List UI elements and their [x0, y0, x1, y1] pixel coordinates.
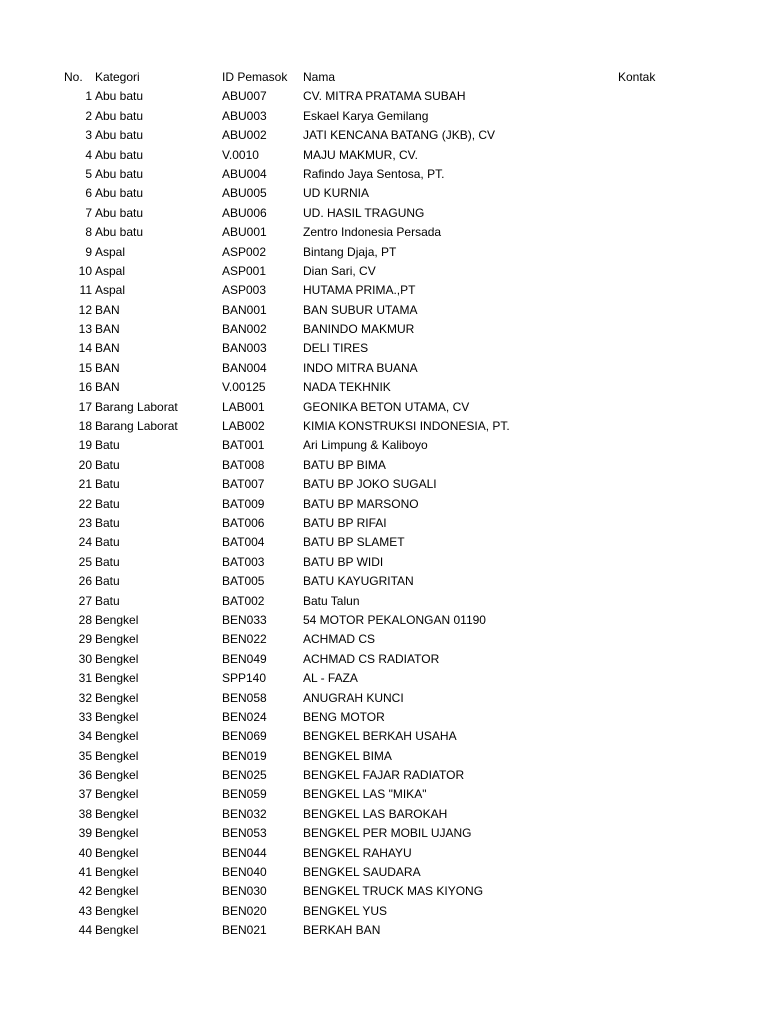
row-nama: BENGKEL TRUCK MAS KIYONG [303, 884, 484, 899]
row-nama: BERKAH BAN [303, 923, 381, 938]
row-nama: BENGKEL LAS BAROKAH [303, 806, 448, 821]
row-kategori: Abu batu [95, 89, 144, 104]
row-kategori: Bengkel [95, 865, 139, 880]
table-row [0, 669, 768, 688]
row-nama: ACHMAD CS [303, 632, 376, 647]
row-id-pemasok: ABU007 [222, 89, 267, 104]
row-kategori: Abu batu [95, 147, 144, 162]
row-no: 20 [78, 457, 92, 472]
row-no: 18 [78, 419, 92, 434]
row-no: 17 [78, 399, 92, 414]
row-nama: Bintang Djaja, PT [303, 244, 397, 259]
row-nama: BANINDO MAKMUR [303, 322, 415, 337]
row-nama: AL - FAZA [303, 671, 358, 686]
table-row [0, 708, 768, 727]
row-nama: UD KURNIA [303, 186, 370, 201]
table-row [0, 146, 768, 165]
row-id-pemasok: BAT005 [222, 574, 265, 589]
row-no: 10 [78, 263, 92, 278]
row-id-pemasok: BAT008 [222, 457, 265, 472]
row-nama: Batu Talun [303, 593, 360, 608]
row-no: 8 [85, 225, 92, 240]
row-no: 21 [78, 477, 92, 492]
row-kategori: Abu batu [95, 108, 144, 123]
row-no: 41 [78, 865, 92, 880]
row-id-pemasok: BEN021 [222, 923, 267, 938]
row-id-pemasok: BEN024 [222, 709, 267, 724]
table-row [0, 630, 768, 649]
row-kategori: Batu [95, 457, 120, 472]
row-id-pemasok: V.0010 [222, 147, 259, 162]
row-no: 5 [85, 166, 92, 181]
row-nama: BENGKEL FAJAR RADIATOR [303, 768, 465, 783]
row-nama: BATU BP JOKO SUGALI [303, 477, 437, 492]
row-kategori: Bengkel [95, 709, 139, 724]
row-nama: BENGKEL BIMA [303, 748, 392, 763]
row-kategori: Abu batu [95, 225, 144, 240]
row-no: 16 [78, 380, 92, 395]
row-no: 11 [79, 283, 92, 298]
row-no: 27 [78, 593, 92, 608]
row-kategori: Bengkel [95, 903, 139, 918]
row-kategori: Aspal [95, 263, 126, 278]
row-kategori: Abu batu [95, 205, 144, 220]
table-row [0, 417, 768, 436]
row-nama: BATU BP WIDI [303, 554, 384, 569]
row-id-pemasok: BAT004 [222, 535, 265, 550]
row-no: 35 [78, 748, 92, 763]
row-nama: BENGKEL BERKAH USAHA [303, 729, 457, 744]
table-row [0, 223, 768, 242]
row-no: 37 [78, 787, 92, 802]
table-row [0, 398, 768, 417]
row-id-pemasok: ASP002 [222, 244, 267, 259]
table-row [0, 281, 768, 300]
row-nama: MAJU MAKMUR, CV. [303, 147, 418, 162]
row-no: 44 [78, 923, 92, 938]
row-nama: ANUGRAH KUNCI [303, 690, 404, 705]
table-row [0, 572, 768, 591]
row-nama: DELI TIRES [303, 341, 369, 356]
table-row [0, 456, 768, 475]
table-row [0, 204, 768, 223]
row-no: 34 [78, 729, 92, 744]
row-kategori: Batu [95, 554, 120, 569]
row-nama: Zentro Indonesia Persada [303, 225, 442, 240]
row-id-pemasok: BEN069 [222, 729, 267, 744]
row-id-pemasok: BAT001 [222, 438, 265, 453]
table-row [0, 301, 768, 320]
table-row [0, 184, 768, 203]
row-kategori: BAN [95, 360, 120, 375]
row-kategori: BAN [95, 322, 120, 337]
row-kategori: Bengkel [95, 787, 139, 802]
table-row [0, 902, 768, 921]
row-no: 30 [78, 651, 92, 666]
row-no: 2 [85, 108, 92, 123]
row-nama: Ari Limpung & Kaliboyo [303, 438, 428, 453]
table-row [0, 514, 768, 533]
row-id-pemasok: BEN058 [222, 690, 267, 705]
row-no: 13 [78, 322, 92, 337]
table-row [0, 747, 768, 766]
supplier-table [0, 68, 768, 941]
row-no: 43 [78, 903, 92, 918]
row-id-pemasok: BEN053 [222, 826, 267, 841]
row-kategori: Abu batu [95, 128, 144, 143]
row-id-pemasok: BAN002 [222, 322, 267, 337]
row-kategori: Bengkel [95, 632, 139, 647]
row-kategori: Bengkel [95, 923, 139, 938]
row-kategori: Bengkel [95, 729, 139, 744]
row-nama: BATU BP MARSONO [303, 496, 419, 511]
row-no: 25 [78, 554, 92, 569]
table-row [0, 436, 768, 455]
row-id-pemasok: BEN025 [222, 768, 267, 783]
table-row [0, 844, 768, 863]
row-no: 22 [78, 496, 92, 511]
row-no: 23 [78, 515, 92, 530]
row-kategori: Barang Laborat [95, 419, 178, 434]
row-nama: BAN SUBUR UTAMA [303, 302, 418, 317]
row-no: 9 [85, 244, 92, 259]
row-nama: BATU BP SLAMET [303, 535, 405, 550]
row-id-pemasok: BEN032 [222, 806, 267, 821]
row-nama: ACHMAD CS RADIATOR [303, 651, 440, 666]
row-no: 31 [78, 671, 92, 686]
table-row [0, 378, 768, 397]
row-id-pemasok: ASP003 [222, 283, 267, 298]
row-id-pemasok: BEN049 [222, 651, 267, 666]
row-id-pemasok: BAT006 [222, 515, 265, 530]
row-id-pemasok: ABU004 [222, 166, 267, 181]
row-no: 19 [78, 438, 92, 453]
table-row [0, 689, 768, 708]
row-id-pemasok: BEN040 [222, 865, 267, 880]
row-id-pemasok: BEN020 [222, 903, 267, 918]
row-kategori: Bengkel [95, 768, 139, 783]
row-id-pemasok: BEN033 [222, 612, 267, 627]
header-nama: Nama [303, 70, 336, 84]
table-row [0, 553, 768, 572]
row-kategori: Barang Laborat [95, 399, 178, 414]
table-row [0, 339, 768, 358]
header-kategori: Kategori [95, 70, 140, 84]
row-nama: BENGKEL SAUDARA [303, 865, 421, 880]
table-row [0, 863, 768, 882]
row-kategori: Bengkel [95, 884, 139, 899]
table-row [0, 495, 768, 514]
row-id-pemasok: BAT002 [222, 593, 265, 608]
row-no: 4 [85, 147, 92, 162]
table-row [0, 611, 768, 630]
row-nama: HUTAMA PRIMA.,PT [303, 283, 416, 298]
table-row [0, 243, 768, 262]
row-id-pemasok: ABU003 [222, 108, 267, 123]
row-no: 7 [85, 205, 92, 220]
row-kategori: Aspal [95, 244, 126, 259]
row-no: 28 [78, 612, 92, 627]
row-no: 1 [85, 89, 92, 104]
row-nama: Rafindo Jaya Sentosa, PT. [303, 166, 445, 181]
table-row [0, 533, 768, 552]
row-kategori: BAN [95, 341, 120, 356]
row-no: 38 [78, 806, 92, 821]
row-id-pemasok: LAB001 [222, 399, 265, 414]
row-nama: NADA TEKHNIK [303, 380, 391, 395]
row-id-pemasok: BAN004 [222, 360, 267, 375]
row-no: 14 [78, 341, 92, 356]
row-id-pemasok: ABU001 [222, 225, 267, 240]
table-row [0, 262, 768, 281]
row-id-pemasok: ABU006 [222, 205, 267, 220]
row-id-pemasok: BAT003 [222, 554, 265, 569]
row-kategori: Aspal [95, 283, 126, 298]
row-no: 29 [78, 632, 92, 647]
row-kategori: Abu batu [95, 166, 144, 181]
table-row [0, 650, 768, 669]
table-row [0, 727, 768, 746]
row-kategori: Bengkel [95, 612, 139, 627]
table-row [0, 766, 768, 785]
row-kategori: Batu [95, 593, 120, 608]
row-kategori: BAN [95, 302, 120, 317]
row-id-pemasok: BEN030 [222, 884, 267, 899]
row-kategori: Batu [95, 496, 120, 511]
row-nama: BENGKEL LAS "MIKA" [303, 787, 427, 802]
row-kategori: Bengkel [95, 651, 139, 666]
row-nama: BENGKEL PER MOBIL UJANG [303, 826, 472, 841]
row-kategori: Batu [95, 574, 120, 589]
row-nama: KIMIA KONSTRUKSI INDONESIA, PT. [303, 419, 510, 434]
row-kategori: Batu [95, 477, 120, 492]
row-kategori: BAN [95, 380, 120, 395]
row-nama: BATU BP BIMA [303, 457, 386, 472]
row-no: 40 [78, 845, 92, 860]
table-row [0, 165, 768, 184]
row-no: 26 [78, 574, 92, 589]
header-kontak: Kontak [618, 70, 656, 84]
header-no: No. [64, 70, 83, 84]
row-no: 33 [78, 709, 92, 724]
row-id-pemasok: LAB002 [222, 419, 265, 434]
row-nama: BATU BP RIFAI [303, 515, 387, 530]
table-row [0, 921, 768, 940]
row-nama: BENGKEL RAHAYU [303, 845, 412, 860]
row-nama: CV. MITRA PRATAMA SUBAH [303, 89, 466, 104]
row-nama: Eskael Karya Gemilang [303, 108, 429, 123]
row-no: 42 [78, 884, 92, 899]
row-no: 32 [78, 690, 92, 705]
table-row [0, 882, 768, 901]
row-no: 6 [85, 186, 92, 201]
row-id-pemasok: BEN044 [222, 845, 267, 860]
row-no: 12 [78, 302, 92, 317]
row-kategori: Bengkel [95, 671, 139, 686]
row-nama: BENG MOTOR [303, 709, 385, 724]
table-row [0, 475, 768, 494]
row-no: 15 [78, 360, 92, 375]
table-row [0, 805, 768, 824]
row-kategori: Batu [95, 535, 120, 550]
table-header [0, 68, 768, 87]
row-nama: Dian Sari, CV [303, 263, 376, 278]
row-id-pemasok: SPP140 [222, 671, 267, 686]
header-id-pemasok: ID Pemasok [222, 70, 288, 84]
table-row [0, 824, 768, 843]
row-kategori: Bengkel [95, 845, 139, 860]
table-row [0, 126, 768, 145]
row-no: 36 [78, 768, 92, 783]
row-id-pemasok: BAT007 [222, 477, 265, 492]
table-body [0, 87, 768, 940]
row-kategori: Bengkel [95, 690, 139, 705]
row-no: 24 [78, 535, 92, 550]
row-id-pemasok: V.00125 [222, 380, 266, 395]
row-nama: JATI KENCANA BATANG (JKB), CV [303, 128, 496, 143]
row-id-pemasok: BAT009 [222, 496, 265, 511]
row-kategori: Bengkel [95, 826, 139, 841]
row-no: 3 [85, 128, 92, 143]
row-kategori: Bengkel [95, 806, 139, 821]
row-id-pemasok: BEN019 [222, 748, 267, 763]
row-nama: BENGKEL YUS [303, 903, 388, 918]
row-id-pemasok: ABU002 [222, 128, 267, 143]
row-nama: UD. HASIL TRAGUNG [303, 205, 425, 220]
row-kategori: Batu [95, 515, 120, 530]
table-row [0, 359, 768, 378]
table-row [0, 87, 768, 106]
row-kategori: Batu [95, 438, 120, 453]
row-no: 39 [78, 826, 92, 841]
row-id-pemasok: BEN059 [222, 787, 267, 802]
row-id-pemasok: BAN001 [222, 302, 267, 317]
table-row [0, 785, 768, 804]
table-row [0, 592, 768, 611]
row-nama: 54 MOTOR PEKALONGAN 01190 [303, 612, 486, 627]
row-nama: BATU KAYUGRITAN [303, 574, 414, 589]
row-kategori: Bengkel [95, 748, 139, 763]
row-nama: GEONIKA BETON UTAMA, CV [303, 399, 470, 414]
row-kategori: Abu batu [95, 186, 144, 201]
row-nama: INDO MITRA BUANA [303, 360, 418, 375]
table-row [0, 107, 768, 126]
row-id-pemasok: BAN003 [222, 341, 267, 356]
row-id-pemasok: BEN022 [222, 632, 267, 647]
table-row [0, 320, 768, 339]
row-id-pemasok: ABU005 [222, 186, 267, 201]
row-id-pemasok: ASP001 [222, 263, 267, 278]
